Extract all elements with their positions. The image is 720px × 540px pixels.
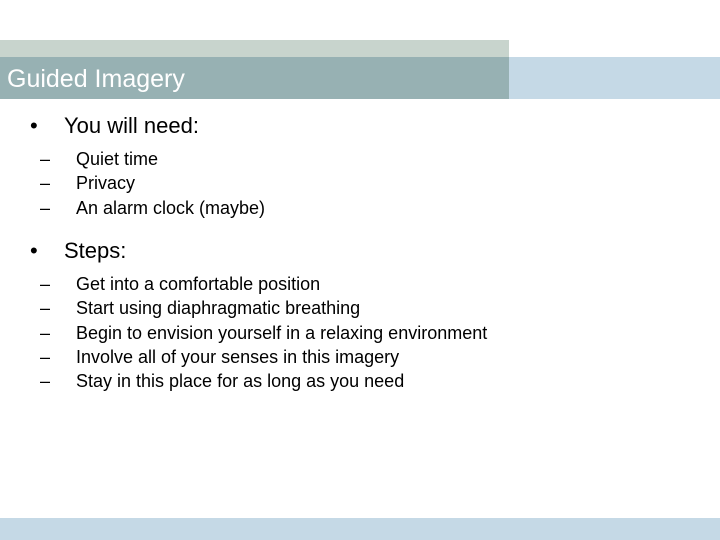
list-item-text: Stay in this place for as long as you need xyxy=(76,371,405,392)
list-item xyxy=(30,272,690,296)
sub-list xyxy=(30,272,690,393)
decorative-right-band xyxy=(509,57,720,99)
dash-icon: – xyxy=(40,371,51,392)
sub-list xyxy=(30,147,690,220)
bullet-icon: • xyxy=(30,113,38,138)
section-heading: You will need: xyxy=(64,113,199,138)
dash-icon: – xyxy=(40,346,51,367)
slide-title: Guided Imagery xyxy=(7,65,185,93)
list-item-text: Begin to envision yourself in a relaxing environment xyxy=(76,322,488,343)
section-steps xyxy=(30,238,690,393)
bullet-heading xyxy=(30,238,690,264)
list-item xyxy=(30,369,690,393)
list-item xyxy=(30,296,690,320)
list-item xyxy=(30,321,690,345)
list-item-text: An alarm clock (maybe) xyxy=(76,197,266,218)
list-item-text: Start using diaphragmatic breathing xyxy=(76,298,361,319)
list-item-text: Quiet time xyxy=(76,149,159,169)
dash-icon: – xyxy=(40,197,51,218)
decorative-footer-band xyxy=(0,518,720,540)
list-item xyxy=(30,147,690,171)
list-item-text: Involve all of your senses in this imagery xyxy=(76,346,400,367)
dash-icon: – xyxy=(40,173,51,194)
decorative-top-band xyxy=(0,40,509,57)
bullet-heading xyxy=(30,113,690,139)
section-heading: Steps: xyxy=(64,238,127,263)
list-item xyxy=(30,171,690,195)
dash-icon: – xyxy=(40,149,51,169)
dash-icon: – xyxy=(40,322,51,343)
list-item-text: Privacy xyxy=(76,173,136,194)
list-item-text: Get into a comfortable position xyxy=(76,274,321,294)
dash-icon: – xyxy=(40,298,51,319)
list-item xyxy=(30,196,690,220)
dash-icon: – xyxy=(40,274,51,294)
section-you-will-need xyxy=(30,113,690,220)
bullet-icon: • xyxy=(30,238,38,263)
list-item xyxy=(30,345,690,369)
